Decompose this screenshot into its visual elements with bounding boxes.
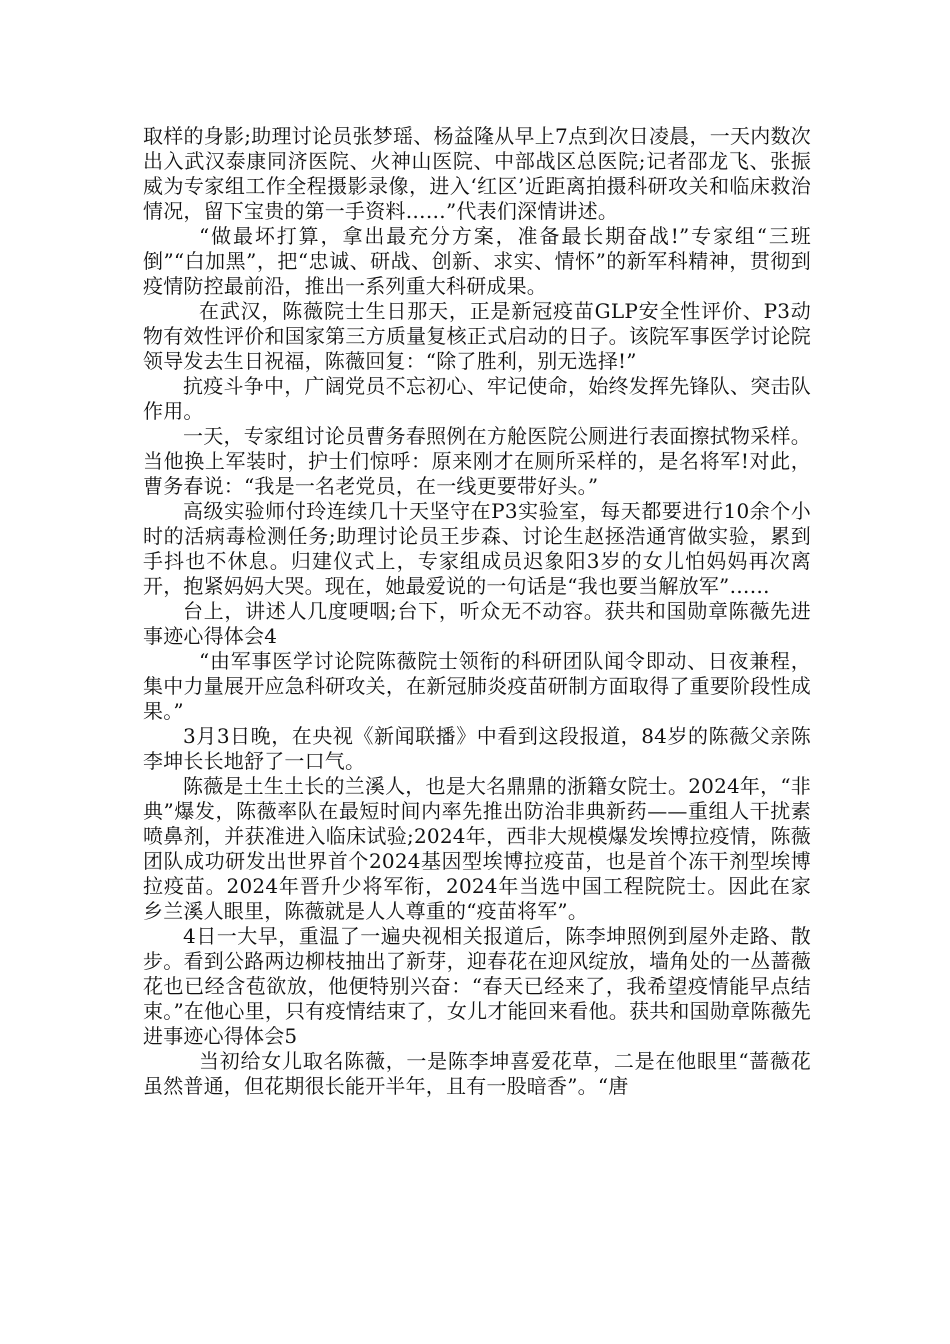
paragraph: “由军事医学讨论院陈薇院士领衔的科研团队闻令即动、日夜兼程，集中力量展开应急科研攻关，在新冠肺炎疫苗研制方面取得了重要阶段性成果。” (143, 649, 811, 723)
paragraph: 高级实验师付玲连续几十天坚守在P3实验室，每天都要进行10余个小时的活病毒检测任务;助理讨论员王步森、讨论生赵拯浩通宵做实验，累到手抖也不休息。归建仪式上，专家组成员迟象阳3岁的女儿怕妈妈再次离开，抱紧妈妈大哭。现在，她最爱说的一句话是“我也要当解放军”…… (143, 499, 811, 598)
paragraph: 3月3日晚，在央视《新闻联播》中看到这段报道，84岁的陈薇父亲陈李坤长长地舒了一口气。 (143, 724, 811, 773)
document-body (143, 124, 811, 1099)
paragraph: 取样的身影;助理讨论员张梦瑶、杨益隆从早上7点到次日凌晨，一天内数次出入武汉泰康同济医院、火神山医院、中部战区总医院;记者邵龙飞、张振威为专家组工作全程摄影录像，进入‘红区’近距离拍摄科研攻关和临床救治情况，留下宝贵的第一手资料……”代表们深情讲述。 (143, 124, 811, 223)
paragraph: 4日一大早，重温了一遍央视相关报道后，陈李坤照例到屋外走路、散步。看到公路两边柳枝抽出了新芽，迎春花在迎风绽放，墙角处的一丛蔷薇花也已经含苞欲放，他便特别兴奋：“春天已经来了，我希望疫情能早点结束。”在他心里，只有疫情结束了，女儿才能回来看他。获共和国勋章陈薇先进事迹心得体会5 (143, 924, 811, 1048)
paragraph: 陈薇是土生土长的兰溪人，也是大名鼎鼎的浙籍女院士。2024年，“非典”爆发，陈薇率队在最短时间内率先推出防治非典新药——重组人干扰素喷鼻剂，并获准进入临床试验;2024年，西非大规模爆发埃博拉疫情，陈薇团队成功研发出世界首个2024基因型埃博拉疫苗，也是首个冻干剂型埃博拉疫苗。2024年晋升少将军衔，2024年当选中国工程院院士。因此在家乡兰溪人眼里，陈薇就是人人尊重的“疫苗将军”。 (143, 774, 811, 923)
paragraph: 台上，讲述人几度哽咽;台下，听众无不动容。获共和国勋章陈薇先进事迹心得体会4 (143, 599, 811, 648)
paragraph: 在武汉，陈薇院士生日那天，正是新冠疫苗GLP安全性评价、P3动物有效性评价和国家第三方质量复核正式启动的日子。该院军事医学讨论院领导发去生日祝福，陈薇回复：“除了胜利，别无选择!” (143, 299, 811, 373)
paragraph: “做最坏打算，拿出最充分方案，准备最长期奋战!”专家组“三班倒”“白加黑”，把“忠诚、研战、创新、求实、情怀”的新军科精神，贯彻到疫情防控最前沿，推出一系列重大科研成果。 (143, 224, 811, 298)
paragraph: 抗疫斗争中，广阔党员不忘初心、牢记使命，始终发挥先锋队、突击队作用。 (143, 374, 811, 423)
paragraph: 一天，专家组讨论员曹务春照例在方舱医院公厕进行表面擦拭物采样。当他换上军装时，护士们惊呼：原来刚才在厕所采样的，是名将军!对此，曹务春说：“我是一名老党员，在一线更要带好头。” (143, 424, 811, 498)
paragraph: 当初给女儿取名陈薇，一是陈李坤喜爱花草，二是在他眼里“蔷薇花虽然普通，但花期很长能开半年，且有一股暗香”。“唐 (143, 1049, 811, 1098)
